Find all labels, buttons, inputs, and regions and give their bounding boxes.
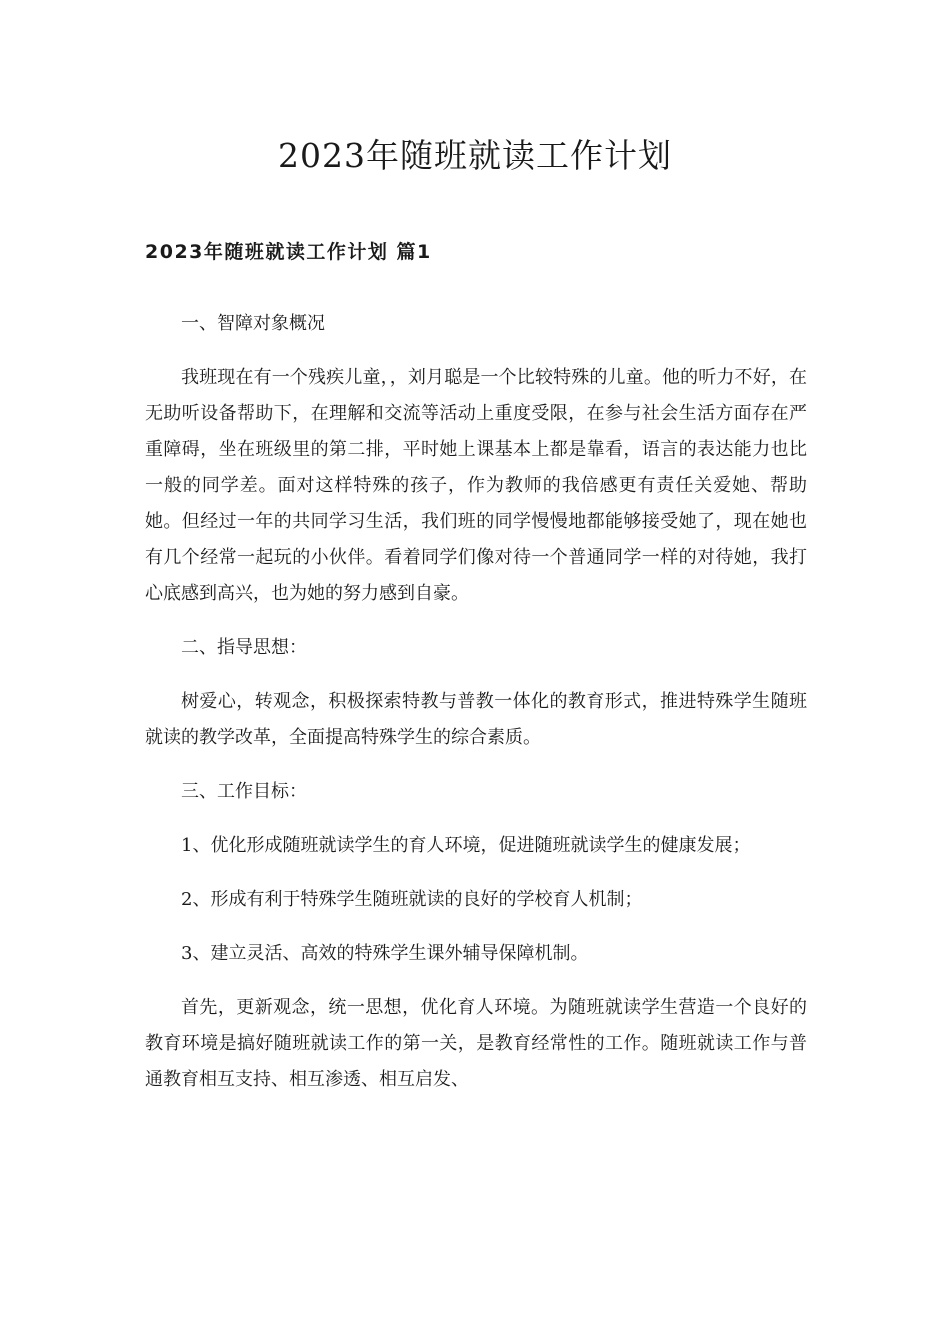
section-heading-overview: 一、智障对象概况 [181,313,325,334]
section-subtitle: 2023年随班就读工作计划 篇1 [145,241,432,263]
goal-item-3: 3、建立灵活、高效的特殊学生课外辅导保障机制。 [181,943,589,964]
paragraph-first-step: 首先，更新观念，统一思想，优化育人环境。为随班就读学生营造一个良好的教育环境是搞好随班就读工作的第一关，是教育经常性的工作。随班就读工作与普通教育相互支持、相互渗透、相互启发、 [145,997,807,1090]
goal-item-2: 2、形成有利于特殊学生随班就读的良好的学校育人机制； [181,889,643,910]
document-body [145,306,807,1116]
goal-item-1: 1、优化形成随班就读学生的育人环境，促进随班就读学生的健康发展； [181,835,751,856]
section-heading-goals: 三、工作目标： [181,781,307,802]
paragraph-overview: 我班现在有一个残疾儿童，，刘月聪是一个比较特殊的儿童。他的听力不好，在无助听设备帮助下，在理解和交流等活动上重度受限，在参与社会生活方面存在严重障碍，坐在班级里的第二排，平时她上课基本上都是靠看，语言的表达能力也比一般的同学差。面对这样特殊的孩子，作为教师的我倍感更有责任关爱她、帮助她。但经过一年的共同学习生活，我们班的同学慢慢地都能够接受她了，现在她也有几个经常一起玩的小伙伴。看着同学们像对待一个普通同学一样的对待她，我打心底感到高兴，也为她的努力感到自豪。 [145,367,807,604]
document-title: 2023年随班就读工作计划 [278,136,672,175]
paragraph-guiding-ideology: 树爱心，转观念，积极探索特教与普教一体化的教育形式，推进特殊学生随班就读的教学改革，全面提高特殊学生的综合素质。 [145,691,807,748]
section-heading-guiding-ideology: 二、指导思想： [181,637,307,658]
